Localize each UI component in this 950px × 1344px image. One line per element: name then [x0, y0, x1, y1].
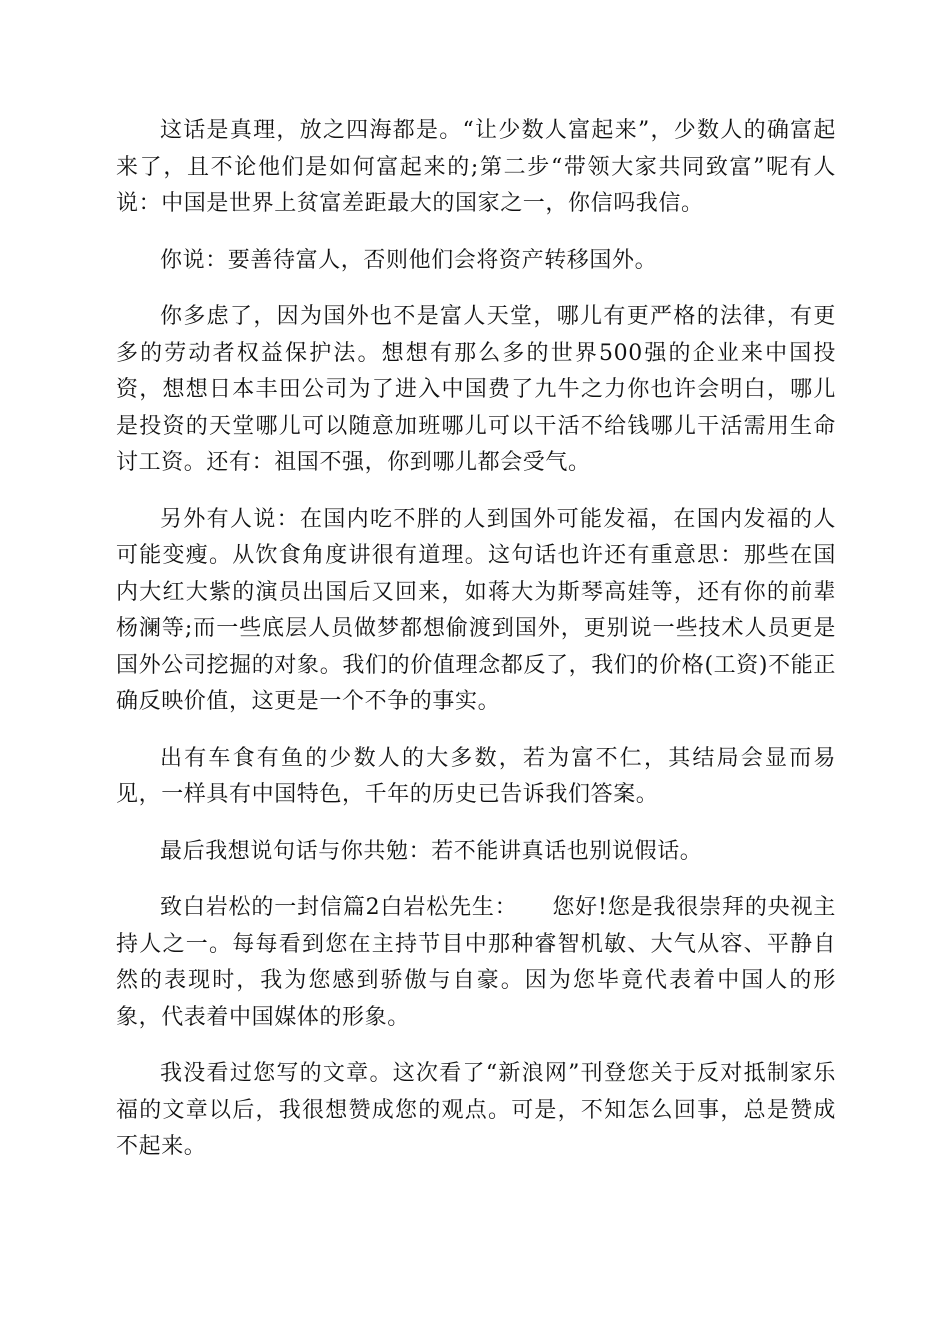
- paragraph-7: 致白岩松的一封信篇2白岩松先生： 您好!您是我很崇拜的央视主持人之一。每每看到您在主持节目中那种睿智机敏、大气从容、平静自然的表现时，我为您感到骄傲与自豪。因为您毕竟代表着中国人的形象，代表着中国媒体的形象。: [116, 895, 836, 1030]
- paragraph-2: 你说：要善待富人，否则他们会将资产转移国外。: [160, 247, 658, 273]
- paragraph-5: 出有车食有鱼的少数人的大多数，若为富不仁，其结局会显而易见，一样具有中国特色，千年的历史已告诉我们答案。: [116, 745, 836, 807]
- paragraph-4: 另外有人说：在国内吃不胖的人到国外可能发福，在国内发福的人可能变瘦。从饮食角度讲很有道理。这句话也许还有重意思：那些在国内大红大紫的演员出国后又回来，如蒋大为斯琴高娃等，还有你的前辈杨澜等;而一些底层人员做梦都想偷渡到国外，更别说一些技术人员更是国外公司挖掘的对象。我们的价值理念都反了，我们的价格(工资)不能正确反映价值，这更是一个不争的事实。: [116, 506, 836, 714]
- paragraph-8: 我没看过您写的文章。这次看了“新浪网”刊登您关于反对抵制家乐福的文章以后，我很想赞成您的观点。可是，不知怎么回事，总是赞成不起来。: [116, 1061, 836, 1159]
- paragraph-1: 这话是真理，放之四海都是。“让少数人富起来”，少数人的确富起来了，且不论他们是如何富起来的;第二步“带领大家共同致富”呢有人说：中国是世界上贫富差距最大的国家之一，你信吗我信。: [116, 118, 836, 216]
- paragraph-3: 你多虑了，因为国外也不是富人天堂，哪儿有更严格的法律，有更多的劳动者权益保护法。想想有那么多的世界500强的企业来中国投资，想想日本丰田公司为了进入中国费了九牛之力你也许会明白，哪儿是投资的天堂哪儿可以随意加班哪儿可以干活不给钱哪儿干活需用生命讨工资。还有：祖国不强，你到哪儿都会受气。: [116, 304, 836, 475]
- document-body: [116, 113, 836, 1186]
- paragraph-6: 最后我想说句话与你共勉：若不能讲真话也别说假话。: [160, 838, 703, 864]
